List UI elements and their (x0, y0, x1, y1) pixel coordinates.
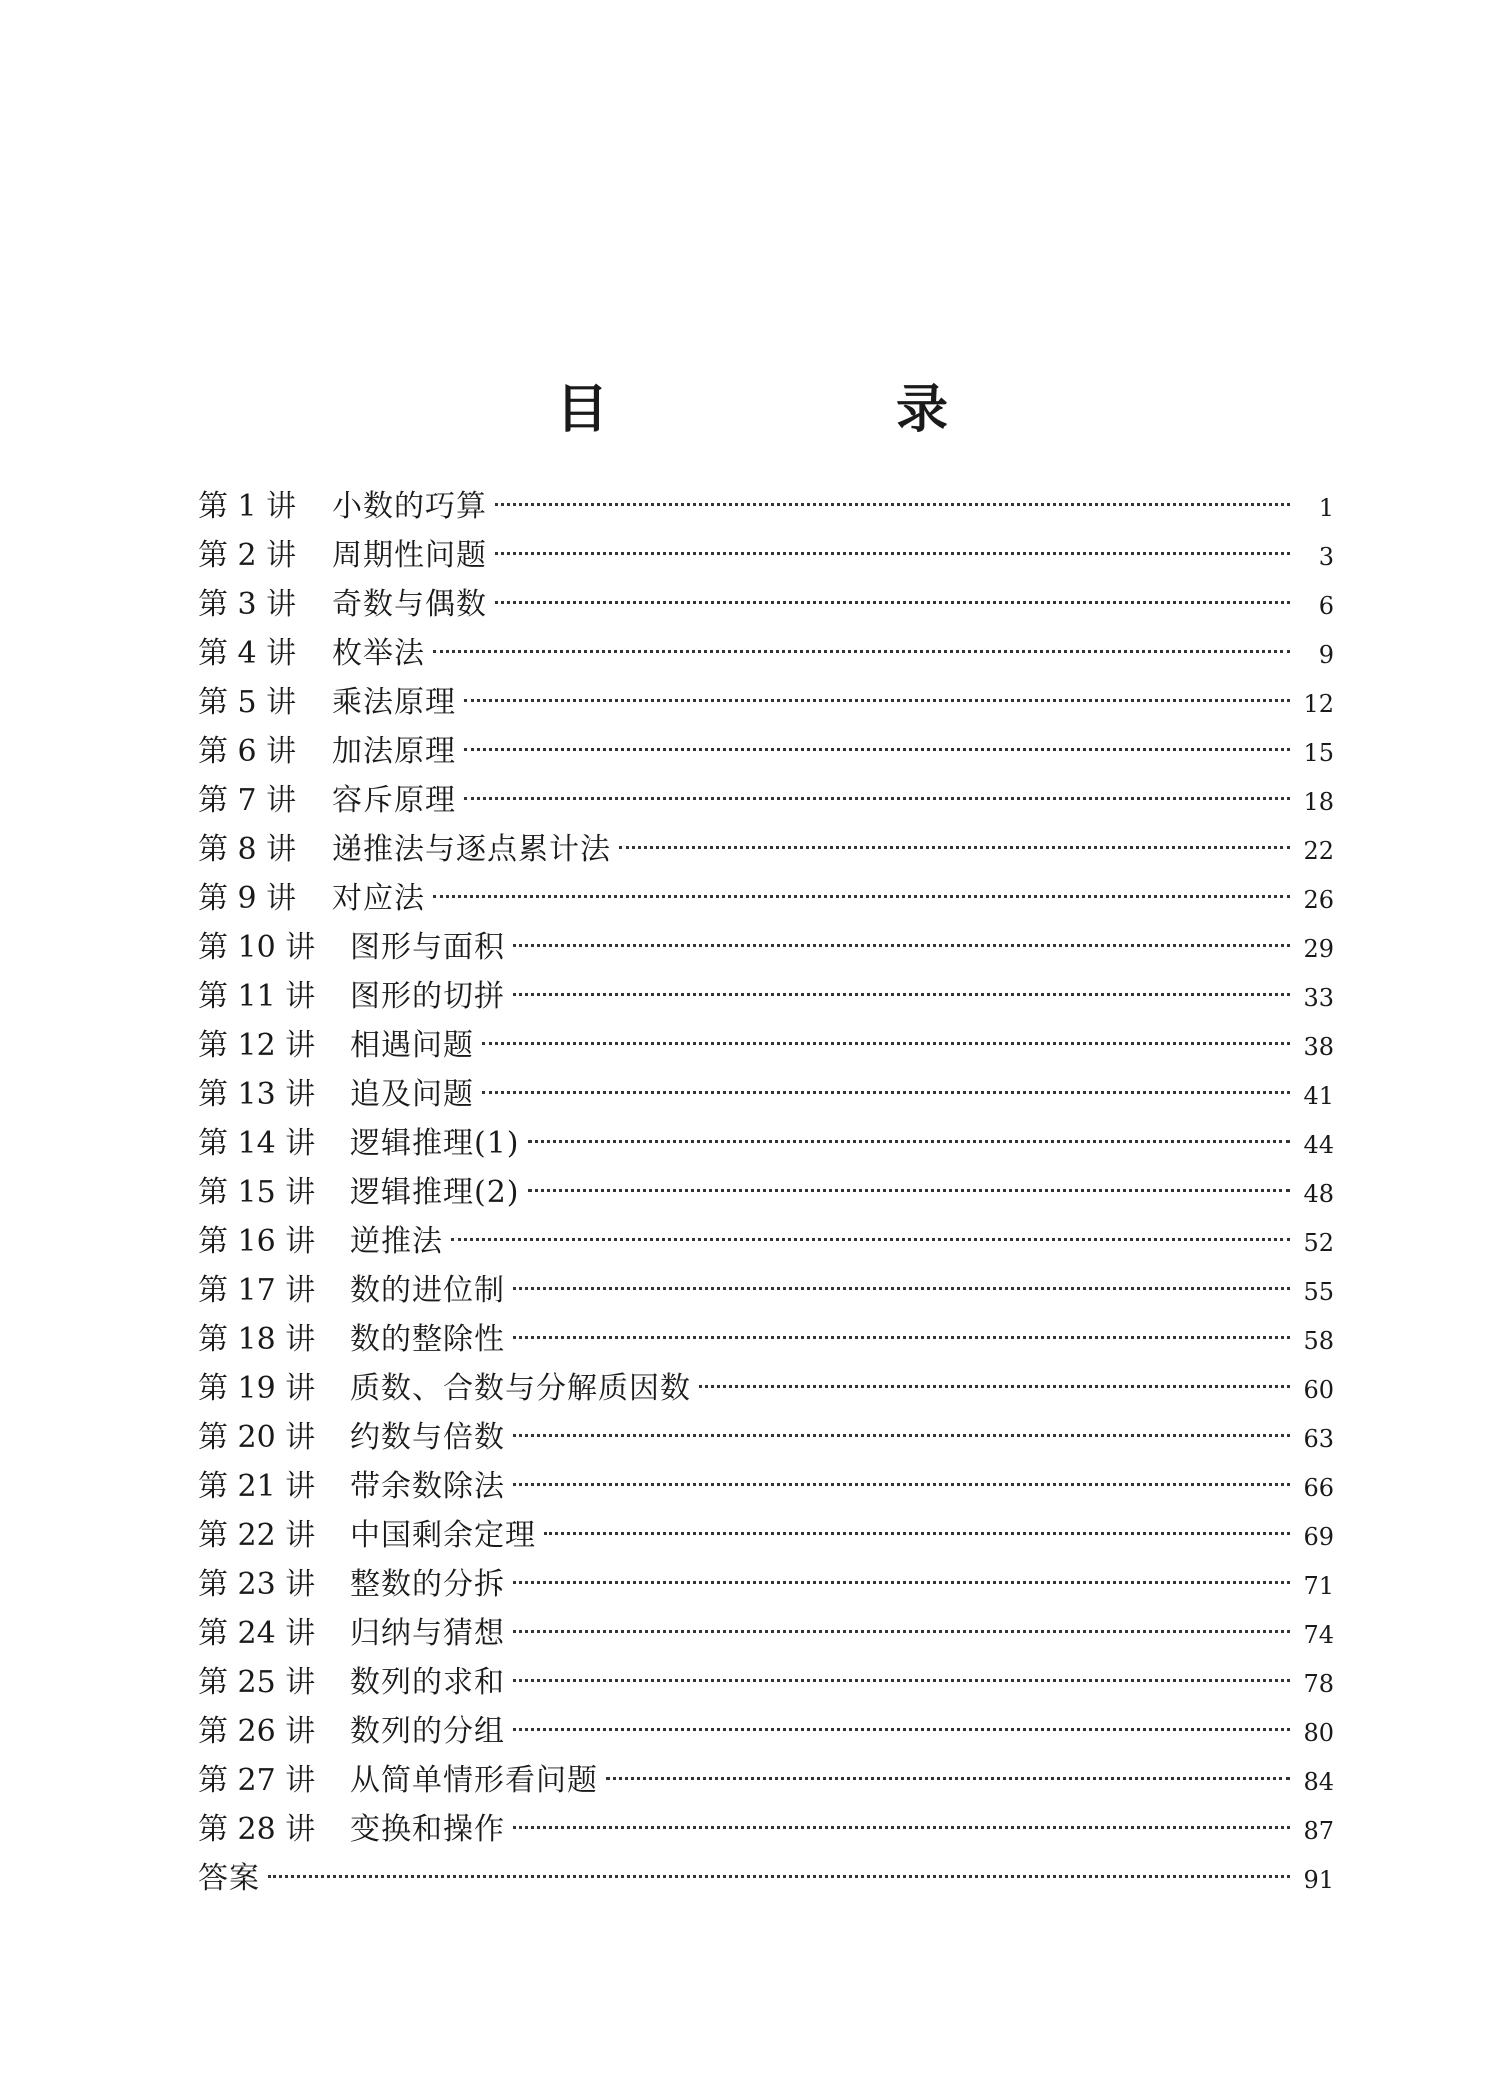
page-number: 58 (1303, 1327, 1334, 1355)
page-number: 3 (1318, 543, 1334, 571)
entry-title: 追及问题 (350, 1077, 474, 1112)
toc-entry (198, 629, 1334, 678)
page-number: 69 (1303, 1523, 1334, 1551)
entry-label: 第 7 讲 (198, 783, 297, 818)
entry-label: 第 5 讲 (198, 685, 297, 720)
entry-title: 约数与倍数 (350, 1420, 505, 1455)
entry-label: 第 22 讲 (198, 1518, 316, 1553)
dot-leader (433, 895, 1290, 898)
entry-title: 容斥原理 (332, 783, 456, 818)
entry-title: 周期性问题 (332, 538, 487, 573)
toc-entry (198, 1462, 1334, 1511)
entry-title: 数列的分组 (350, 1714, 505, 1749)
entry-label: 第 1 讲 (198, 489, 297, 524)
page-number: 18 (1303, 788, 1334, 816)
dot-leader (464, 748, 1290, 751)
entry-label: 第 15 讲 (198, 1175, 316, 1210)
entry-label: 第 8 讲 (198, 832, 297, 867)
entry-label: 第 14 讲 (198, 1126, 316, 1161)
toc-entry (198, 923, 1334, 972)
entry-title: 数列的求和 (350, 1665, 505, 1700)
dot-leader (513, 944, 1290, 947)
dot-leader (513, 1679, 1290, 1682)
entry-title: 整数的分拆 (350, 1567, 505, 1602)
page-number: 44 (1303, 1131, 1334, 1159)
toc-entry (198, 727, 1334, 776)
entry-title: 图形的切拼 (350, 979, 505, 1014)
entry-label: 第 11 讲 (198, 979, 316, 1014)
page-number: 78 (1303, 1670, 1334, 1698)
entry-label: 第 9 讲 (198, 881, 297, 916)
entry-label: 第 27 讲 (198, 1763, 316, 1798)
dot-leader (495, 552, 1290, 555)
entry-label: 第 3 讲 (198, 587, 297, 622)
toc-entry (198, 776, 1334, 825)
toc-entry (198, 482, 1334, 531)
dot-leader (495, 503, 1290, 506)
entry-title: 对应法 (332, 881, 425, 916)
entry-title: 质数、合数与分解质因数 (350, 1371, 691, 1406)
entry-label: 第 4 讲 (198, 636, 297, 671)
page-number: 55 (1303, 1278, 1334, 1306)
toc-entry (198, 972, 1334, 1021)
entry-title: 逻辑推理(1) (350, 1126, 520, 1161)
dot-leader (513, 1483, 1290, 1486)
page-number: 26 (1303, 886, 1334, 914)
entry-label: 第 21 讲 (198, 1469, 316, 1504)
page-number: 29 (1303, 935, 1334, 963)
entry-title: 从简单情形看问题 (350, 1763, 598, 1798)
dot-leader (513, 1336, 1290, 1339)
entry-title: 枚举法 (332, 636, 425, 671)
toc-heading: 目 录 (555, 380, 1066, 440)
entry-title: 数的进位制 (350, 1273, 505, 1308)
toc-entry (198, 1168, 1334, 1217)
toc-entry (198, 1560, 1334, 1609)
page-number: 22 (1303, 837, 1334, 865)
entry-title: 带余数除法 (350, 1469, 505, 1504)
entry-label: 第 26 讲 (198, 1714, 316, 1749)
page-number: 48 (1303, 1180, 1334, 1208)
entry-title: 归纳与猜想 (350, 1616, 505, 1651)
dot-leader (699, 1385, 1290, 1388)
toc-entry (198, 531, 1334, 580)
toc-entry (198, 1364, 1334, 1413)
dot-leader (528, 1140, 1291, 1143)
toc-entry (198, 1413, 1334, 1462)
entry-label: 第 18 讲 (198, 1322, 316, 1357)
toc-entry (198, 1707, 1334, 1756)
page-number: 74 (1303, 1621, 1334, 1649)
entry-label: 第 25 讲 (198, 1665, 316, 1700)
page-number: 87 (1303, 1817, 1334, 1845)
toc-entry (198, 1658, 1334, 1707)
dot-leader (513, 1728, 1290, 1731)
entry-label: 第 6 讲 (198, 734, 297, 769)
page-number: 6 (1318, 592, 1334, 620)
entry-label: 第 23 讲 (198, 1567, 316, 1602)
entry-title: 中国剩余定理 (350, 1518, 536, 1553)
dot-leader (513, 1581, 1290, 1584)
dot-leader (513, 1434, 1290, 1437)
page-number: 84 (1303, 1768, 1334, 1796)
entry-title: 乘法原理 (332, 685, 456, 720)
entry-title: 逻辑推理(2) (350, 1175, 520, 1210)
toc-entry (198, 1266, 1334, 1315)
toc-entry (198, 825, 1334, 874)
page-number: 60 (1303, 1376, 1334, 1404)
entry-label: 第 24 讲 (198, 1616, 316, 1651)
dot-leader (513, 1630, 1290, 1633)
entry-title: 变换和操作 (350, 1812, 505, 1847)
toc-entry (198, 1756, 1334, 1805)
entry-label: 第 12 讲 (198, 1028, 316, 1063)
dot-leader (528, 1189, 1291, 1192)
page-number: 66 (1303, 1474, 1334, 1502)
dot-leader (606, 1777, 1290, 1780)
entry-label: 第 28 讲 (198, 1812, 316, 1847)
entry-title: 递推法与逐点累计法 (332, 832, 611, 867)
toc-entry-answers (198, 1854, 1334, 1903)
page-number: 12 (1303, 690, 1334, 718)
entry-label: 第 20 讲 (198, 1420, 316, 1455)
dot-leader (544, 1532, 1290, 1535)
page-number: 41 (1303, 1082, 1334, 1110)
dot-leader (482, 1091, 1290, 1094)
dot-leader (433, 650, 1290, 653)
page-number: 38 (1303, 1033, 1334, 1061)
page-number: 80 (1303, 1719, 1334, 1747)
dot-leader (451, 1238, 1290, 1241)
entry-label: 第 17 讲 (198, 1273, 316, 1308)
table-of-contents (198, 482, 1334, 1903)
page-number: 9 (1318, 641, 1334, 669)
toc-entry (198, 1021, 1334, 1070)
dot-leader (619, 846, 1290, 849)
dot-leader (482, 1042, 1290, 1045)
page-number: 15 (1303, 739, 1334, 767)
dot-leader (513, 1287, 1290, 1290)
toc-entry (198, 1315, 1334, 1364)
entry-label: 第 13 讲 (198, 1077, 316, 1112)
page-number: 91 (1303, 1866, 1334, 1894)
dot-leader (513, 993, 1290, 996)
toc-entry (198, 1119, 1334, 1168)
toc-entry (198, 1070, 1334, 1119)
entry-title: 奇数与偶数 (332, 587, 487, 622)
toc-entry (198, 1805, 1334, 1854)
entry-title: 图形与面积 (350, 930, 505, 965)
toc-entry (198, 1609, 1334, 1658)
toc-entry (198, 1511, 1334, 1560)
dot-leader (268, 1875, 1290, 1878)
dot-leader (464, 699, 1290, 702)
page-number: 1 (1318, 494, 1334, 522)
dot-leader (495, 601, 1290, 604)
dot-leader (464, 797, 1290, 800)
entry-label: 第 10 讲 (198, 930, 316, 965)
entry-title: 数的整除性 (350, 1322, 505, 1357)
page-number: 63 (1303, 1425, 1334, 1453)
entry-title: 答案 (198, 1861, 260, 1896)
toc-entry (198, 874, 1334, 923)
page-number: 52 (1303, 1229, 1334, 1257)
entry-title: 小数的巧算 (332, 489, 487, 524)
entry-title: 逆推法 (350, 1224, 443, 1259)
toc-entry (198, 580, 1334, 629)
page-number: 71 (1303, 1572, 1334, 1600)
dot-leader (513, 1826, 1290, 1829)
toc-entry (198, 1217, 1334, 1266)
entry-label: 第 2 讲 (198, 538, 297, 573)
entry-title: 相遇问题 (350, 1028, 474, 1063)
entry-title: 加法原理 (332, 734, 456, 769)
page-number: 33 (1303, 984, 1334, 1012)
entry-label: 第 16 讲 (198, 1224, 316, 1259)
entry-label: 第 19 讲 (198, 1371, 316, 1406)
toc-entry (198, 678, 1334, 727)
